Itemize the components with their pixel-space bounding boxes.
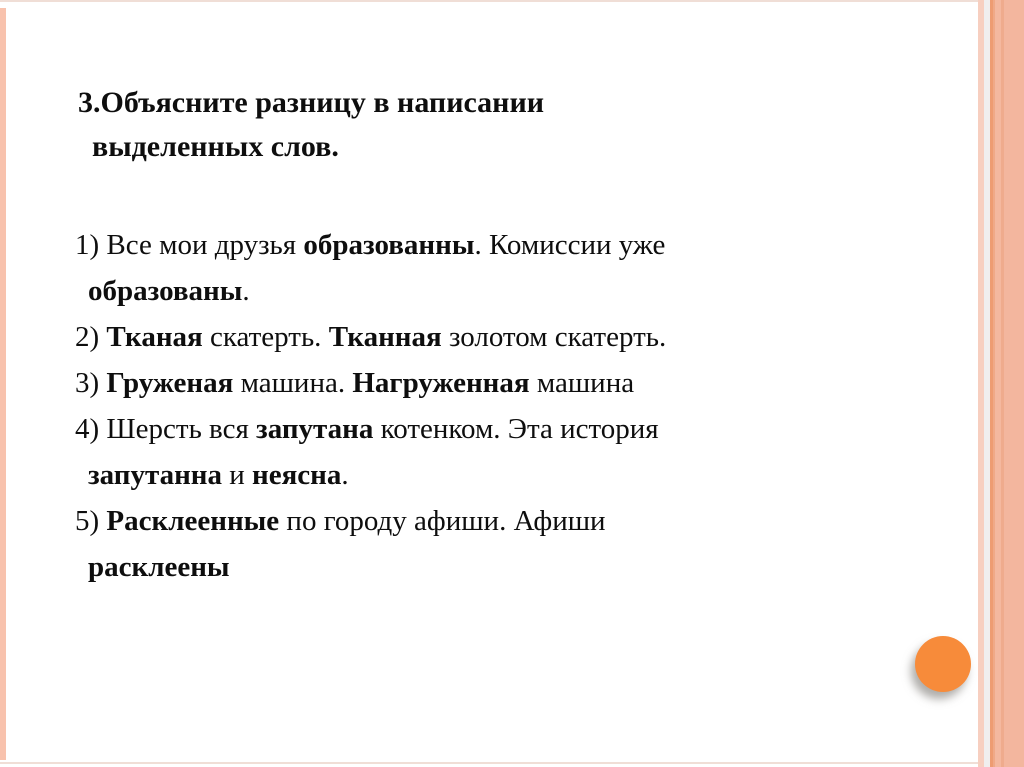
text-segment: . [341,459,349,491]
title-line: выделенных слов. [92,130,339,163]
highlighted-word: запутанна [88,459,222,491]
orange-circle-accent [915,636,971,692]
highlighted-word: Расклеенные [106,505,280,537]
body-line [88,452,666,498]
body-line [75,360,666,406]
highlighted-word: Тканная [328,321,442,353]
body-line [75,222,666,268]
highlighted-word: Груженая [106,367,234,399]
text-segment: 4) Шерсть вся [75,413,257,445]
text-segment: котенком. Эта история [373,413,659,445]
left-edge-stripe [0,8,6,760]
body-line [88,544,666,590]
highlighted-word: образованы [88,275,243,307]
text-segment: 5) [75,505,107,537]
highlighted-word: расклеены [88,551,230,583]
text-segment: машина [529,367,635,399]
text-segment: золотом скатерть. [441,321,667,353]
highlighted-word: неясна [252,459,342,491]
slide-body-list [75,222,666,590]
top-border-line [0,0,978,2]
text-segment: 3) [75,367,107,399]
text-segment: 1) Все мои друзья [75,229,304,261]
body-line [75,406,666,452]
highlighted-word: Тканая [106,321,203,353]
text-segment: . Комиссии уже [474,229,666,261]
bottom-border-line [0,762,978,764]
text-segment: 2) [75,321,107,353]
highlighted-word: Нагруженная [352,367,530,399]
slide-title [78,81,544,169]
highlighted-word: запутана [256,413,374,445]
body-line [75,314,666,360]
body-line [88,268,666,314]
highlighted-word: образованны [303,229,475,261]
text-segment: по городу афиши. Афиши [279,505,606,537]
text-segment: . [242,275,250,307]
text-segment: скатерть. [202,321,329,353]
text-segment: машина. [233,367,353,399]
title-line: 3.Объясните разницу в написании [78,86,545,119]
text-segment: и [222,459,253,491]
right-edge-stripe-salmon [993,0,1024,767]
body-line [75,498,666,544]
